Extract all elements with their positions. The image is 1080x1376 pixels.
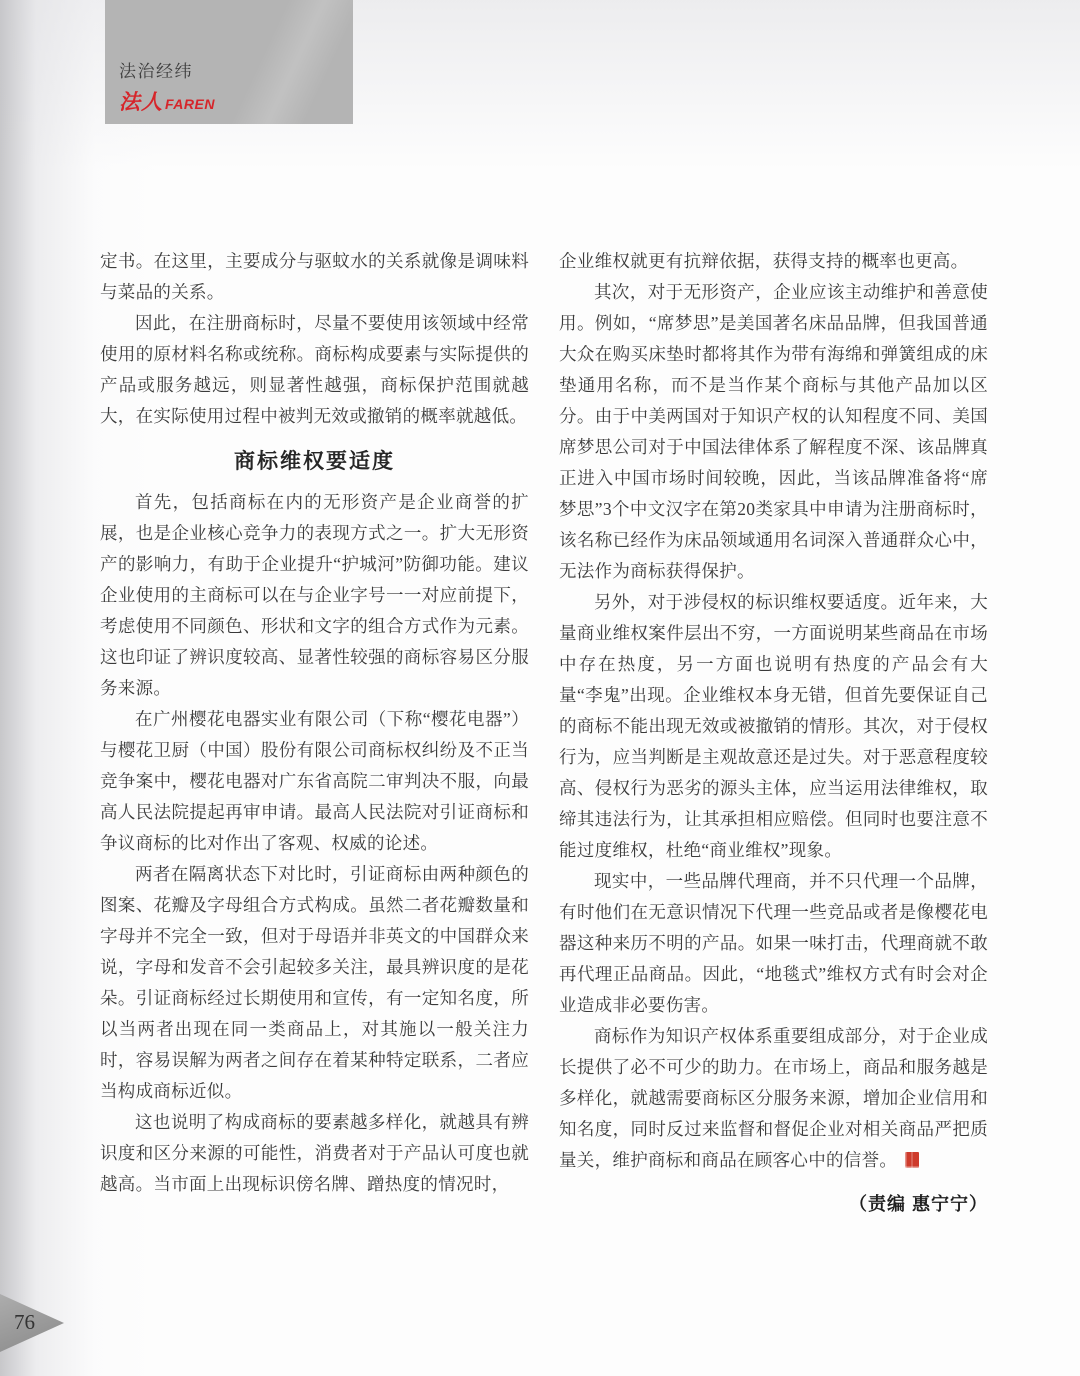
faren-logo: [119, 92, 215, 114]
section-header: [105, 0, 353, 124]
paragraph: 定书。在这里，主要成分与驱蚊水的关系就像是调味料与菜品的关系。: [100, 251, 529, 302]
logo-cn-text: 法人: [119, 91, 163, 114]
paragraph: 其次，对于无形资产，企业应该主动维护和善意使用。例如，“席梦思”是美国著名床品品牌，但我国普通大众在购买床垫时都将其作为带有海绵和弹簧组成的床垫通用名称，而不是当作某个商标与其他产品加以区分。由于中美两国对于知识产权的认知程度不同、美国席梦思公司对于中国法律体系了解程度不深、该品牌真正进入中国市场时间较晚，因此，当该品牌准备将“席梦思”3个中文汉字在第20类家具中申请为注册商标时，该名称已经作为床品领域通用名词深入普通群众心中，无法作为商标获得保护。: [559, 282, 988, 581]
page-number: 76: [14, 1310, 35, 1334]
paragraph: 两者在隔离状态下对比时，引证商标由两种颜色的图案、花瓣及字母组合方式构成。虽然二者花瓣数量和字母并不完全一致，但对于母语并非英文的中国群众来说，字母和发音不会引起较多关注，最具辨识度的是花朵。引证商标经过长期使用和宣传，有一定知名度，所以当两者出现在同一类商品上，对其施以一般关注力时，容易误解为两者之间存在着某种特定联系，二者应当构成商标近似。: [100, 864, 529, 1102]
left-column: [100, 246, 529, 1220]
paragraph: 这也说明了构成商标的要素越多样化，就越具有辨识度和区分来源的可能性，消费者对于产品认可度也就越高。当市面上出现标识傍名牌、蹭热度的情况时，: [100, 1112, 529, 1195]
paragraph: 在广州樱花电器实业有限公司（下称“樱花电器”）与樱花卫厨（中国）股份有限公司商标权纠纷及不正当竞争案中，樱花电器对广东省高院二审判决不服，向最高人民法院提起再审申请。最高人民法院对引证商标和争议商标的比对作出了客观、权威的论述。: [100, 709, 529, 854]
paragraph-text: 商标作为知识产权体系重要组成部分，对于企业成长提供了必不可少的助力。在市场上，商品和服务越是多样化，就越需要商标区分服务来源，增加企业信用和知名度，同时反过来监督和督促企业对相关商品严把质量关，维护商标和商品在顾客心中的信誉。: [559, 1026, 988, 1170]
right-column: [559, 246, 988, 1220]
section-heading: 商标维权要适度: [234, 450, 395, 473]
logo-en-text: FAREN: [165, 96, 215, 112]
paragraph: 另外，对于涉侵权的标识维权要适度。近年来，大量商业维权案件层出不穷，一方面说明某些商品在市场中存在热度，另一方面也说明有热度的产品会有大量“李鬼”出现。企业维权本身无错，但首先要保证自己的商标不能出现无效或被撤销的情形。其次，对于侵权行为，应当判断是主观故意还是过失。对于恶意程度较高、侵权行为恶劣的源头主体，应当运用法律维权，取缔其违法行为，让其承担相应赔偿。但同时也要注意不能过度维权，杜绝“商业维权”现象。: [559, 592, 988, 860]
end-seal-icon: [905, 1152, 919, 1168]
section-label: 法治经纬: [119, 62, 193, 81]
paragraph: 企业维权就更有抗辩依据，获得支持的概率也更高。: [559, 251, 969, 271]
paragraph: 因此，在注册商标时，尽量不要使用该领域中经常使用的原材料名称或统称。商标构成要素与实际提供的产品或服务越远，则显著性越强，商标保护范围就越大，在实际使用过程中被判无效或撤销的概率就越低。: [100, 313, 529, 426]
paragraph: 首先，包括商标在内的无形资产是企业商誉的扩展，也是企业核心竞争力的表现方式之一。扩大无形资产的影响力，有助于企业提升“护城河”防御功能。建议企业使用的主商标可以在与企业字号一一对应前提下，考虑使用不同颜色、形状和文字的组合方式作为元素。这也印证了辨识度较高、显著性较强的商标容易区分服务来源。: [100, 492, 529, 699]
article-body: [100, 246, 988, 1220]
paragraph-last: [559, 1021, 988, 1176]
editor-byline: （责编 惠宁宁）: [848, 1194, 988, 1214]
paragraph: 现实中，一些品牌代理商，并不只代理一个品牌，有时他们在无意识情况下代理一些竞品或者是像樱花电器这种来历不明的产品。如果一味打击，代理商就不敢再代理正品商品。因此，“地毯式”维权方式有时会对企业造成非必要伤害。: [559, 871, 988, 1015]
